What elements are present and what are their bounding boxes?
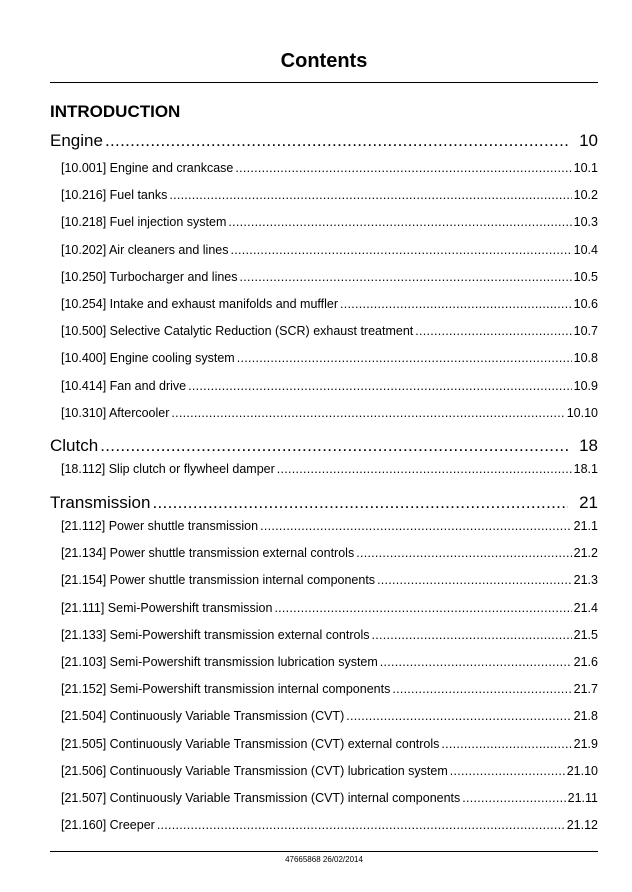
toc-entry-page: 10.5 (573, 269, 598, 284)
toc-entry-label: [21.134] Power shuttle transmission external controls (61, 546, 355, 561)
toc-entry-label: [21.160] Creeper (61, 818, 155, 833)
toc-entry-label: [21.506] Continuously Variable Transmission (CVT) lubrication system (61, 763, 448, 778)
toc-entry-label: [21.152] Semi-Powershift transmission internal components (61, 682, 391, 697)
toc-entry-page: 10.6 (573, 297, 598, 311)
toc-entry-label: [10.414] Fan and drive (61, 378, 187, 393)
toc-section-clutch[interactable] (50, 436, 598, 456)
toc-entry-label: [21.154] Power shuttle transmission internal components (61, 573, 376, 588)
dot-leader (169, 188, 571, 202)
dot-leader (450, 764, 565, 778)
dot-leader (377, 573, 572, 587)
dot-leader (415, 324, 571, 338)
introduction-heading: INTRODUCTION (50, 102, 181, 121)
toc-entry[interactable] (61, 161, 598, 175)
toc-entry[interactable] (61, 818, 598, 832)
toc-entry-page: 18.1 (573, 462, 598, 476)
toc-entry-page: 10.10 (566, 405, 598, 420)
toc-entry[interactable] (61, 215, 598, 229)
dot-leader (152, 493, 568, 513)
toc-entry-page: 21.4 (573, 600, 598, 615)
dot-leader (260, 519, 572, 533)
toc-entry[interactable] (61, 406, 598, 420)
toc-entry-label: [10.001] Engine and crankcase (61, 161, 234, 175)
toc-entry[interactable] (61, 682, 598, 696)
toc-entry-label: [21.504] Continuously Variable Transmission (CVT) (61, 709, 345, 724)
dot-leader (228, 215, 571, 229)
toc-entry-page: 10.4 (573, 242, 598, 257)
toc-entry-page: 21.5 (573, 627, 598, 642)
toc-section-page: 21 (579, 493, 598, 512)
toc-entry[interactable] (61, 462, 598, 476)
dot-leader (105, 131, 568, 151)
toc-entry[interactable] (61, 601, 598, 615)
toc-section-transmission[interactable] (50, 493, 598, 513)
toc-entry[interactable] (61, 791, 598, 805)
dot-leader (188, 379, 572, 393)
dot-leader (240, 270, 572, 284)
toc-entry-label: [21.133] Semi-Powershift transmission external controls (61, 627, 370, 642)
toc-entry-label: [10.254] Intake and exhaust manifolds and muffler (61, 297, 339, 311)
toc-entry[interactable] (61, 519, 598, 533)
dot-leader (157, 818, 565, 832)
toc-entry-label: [21.507] Continuously Variable Transmission (CVT) internal components (61, 791, 461, 805)
toc-entry[interactable] (61, 351, 598, 365)
toc-entry[interactable] (61, 297, 598, 311)
dot-leader (274, 601, 571, 615)
toc-entry-label: [10.500] Selective Catalytic Reduction (SCR) exhaust treatment (61, 324, 414, 339)
toc-entry[interactable] (61, 243, 598, 257)
toc-entry-page: 21.1 (573, 519, 598, 533)
toc-entry-page: 21.10 (566, 763, 598, 778)
toc-entry-label: [10.218] Fuel injection system (61, 215, 227, 230)
toc-entry[interactable] (61, 655, 598, 669)
toc-entry[interactable] (61, 628, 598, 642)
toc-entry[interactable] (61, 764, 598, 778)
toc-entry[interactable] (61, 324, 598, 338)
toc-entry-label: [10.250] Turbocharger and lines (61, 269, 238, 284)
toc-entry[interactable] (61, 573, 598, 587)
dot-leader (441, 737, 571, 751)
toc-entry[interactable] (61, 546, 598, 560)
toc-entry-page: 21.2 (573, 546, 598, 561)
toc-entry-page: 21.11 (567, 791, 598, 805)
toc-entry-page: 10.9 (573, 378, 598, 393)
toc-entry[interactable] (61, 737, 598, 751)
dot-leader (230, 243, 571, 257)
toc-entry-label: [10.202] Air cleaners and lines (61, 242, 229, 257)
dot-leader (356, 546, 571, 560)
toc-entry-label: [10.310] Aftercooler (61, 405, 170, 420)
toc-section-label: Engine (50, 131, 103, 150)
toc-entry[interactable] (61, 379, 598, 393)
dot-leader (462, 791, 565, 805)
toc-entry[interactable] (61, 188, 598, 202)
dot-leader (392, 682, 571, 696)
document-footer: 47665868 26/02/2014 (285, 855, 363, 864)
dot-leader (100, 436, 568, 456)
toc-section-label: Transmission (50, 493, 151, 512)
toc-entry[interactable] (61, 709, 598, 723)
toc-entry-label: [21.112] Power shuttle transmission (61, 519, 259, 533)
toc-entry-page: 21.12 (566, 818, 598, 833)
toc-entry-page: 21.6 (573, 655, 598, 669)
toc-entry[interactable] (61, 270, 598, 284)
toc-entry-label: [10.216] Fuel tanks (61, 188, 168, 203)
toc-entry-page: 21.7 (573, 682, 598, 697)
toc-entry-label: [21.111] Semi-Powershift transmission (61, 600, 273, 615)
toc-entry-page: 10.8 (573, 351, 598, 366)
bottom-rule (50, 851, 598, 852)
toc-section-page: 10 (579, 131, 598, 150)
page-title: Contents (280, 50, 368, 72)
dot-leader (380, 655, 572, 669)
dot-leader (346, 709, 571, 723)
toc-entry-page: 21.9 (573, 736, 598, 751)
dot-leader (277, 462, 572, 476)
dot-leader (340, 297, 572, 311)
toc-section-page: 18 (579, 436, 598, 455)
dot-leader (371, 628, 571, 642)
dot-leader (237, 351, 572, 365)
toc-entry-label: [18.112] Slip clutch or flywheel damper (61, 462, 275, 476)
dot-leader (235, 161, 571, 175)
toc-entry-label: [21.505] Continuously Variable Transmission (CVT) external controls (61, 736, 440, 751)
toc-section-engine[interactable] (50, 131, 598, 151)
toc-entry-label: [10.400] Engine cooling system (61, 351, 235, 366)
dot-leader (171, 406, 564, 420)
toc-entry-page: 10.7 (573, 324, 598, 339)
toc-entry-page: 21.3 (573, 573, 598, 588)
toc-entry-page: 10.2 (573, 188, 598, 203)
toc-section-label: Clutch (50, 436, 99, 455)
toc-entry-page: 10.1 (573, 161, 598, 175)
toc-entry-page: 21.8 (573, 709, 598, 724)
toc-entry-page: 10.3 (573, 215, 598, 230)
toc-entry-label: [21.103] Semi-Powershift transmission lubrication system (61, 655, 378, 669)
